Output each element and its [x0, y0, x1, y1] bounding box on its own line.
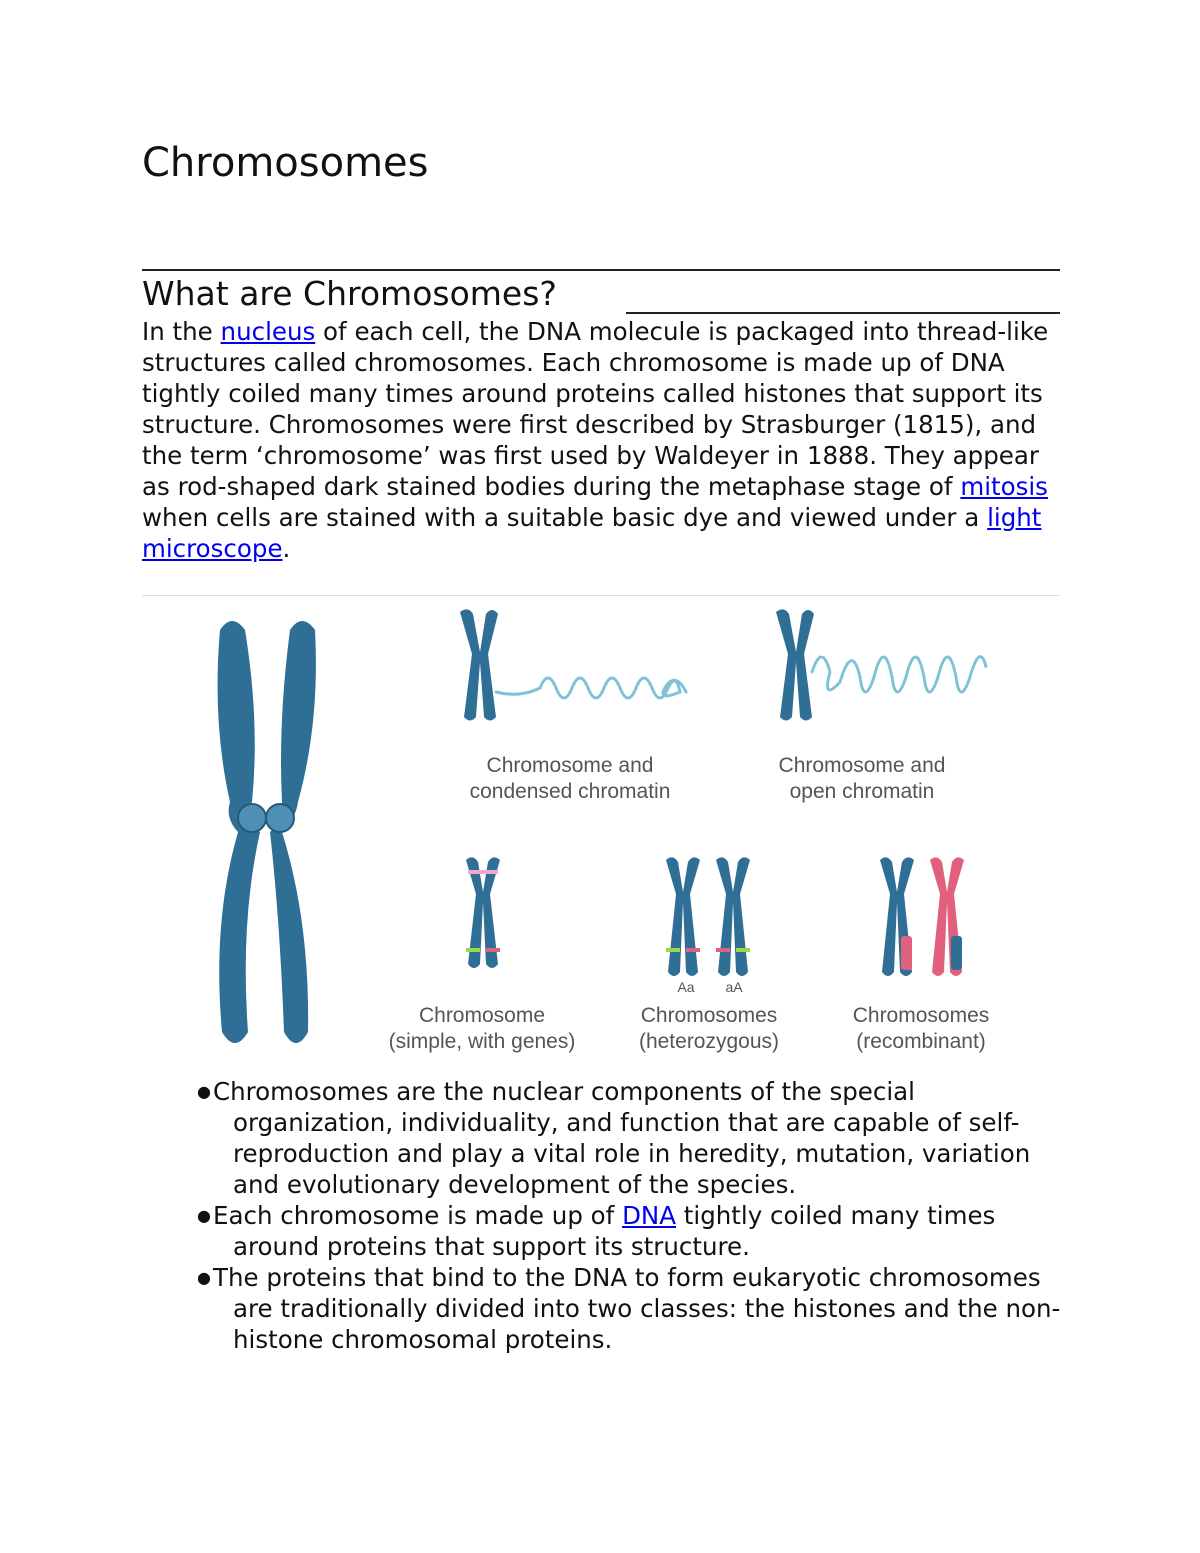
bullet-icon: ● [197, 1082, 211, 1101]
fact-list [195, 1076, 1075, 1355]
open-chromatin-strand [812, 657, 986, 692]
bullet-text: The proteins that bind to the DNA to form eukaryotic chromosomes are traditionally divided into two classes: the histones and the non-histone chromosomal proteins. [213, 1263, 1061, 1354]
heading-top-rule [142, 269, 1060, 271]
allele-label-left: Aa [677, 979, 695, 995]
recombinant-segment-left [901, 936, 912, 970]
intro-text-4: . [282, 534, 291, 563]
list-item [195, 1076, 1075, 1200]
open-chromatin-illustration [776, 609, 986, 803]
caption-simple-line2: (simple, with genes) [388, 1030, 576, 1053]
caption-recombinant-line2: (recombinant) [856, 1030, 986, 1053]
condensed-chromatin-illustration [460, 609, 686, 803]
mitosis-link[interactable]: mitosis [960, 472, 1048, 501]
light-microscope-link[interactable]: light microscope [142, 503, 1042, 563]
condensed-chromosome [460, 609, 498, 720]
caption-heterozygous-line1: Chromosomes [640, 1004, 778, 1027]
allele-label-right: aA [725, 979, 743, 995]
allele-marker-red-right [716, 948, 730, 952]
simple-chromosome-illustration [389, 857, 576, 1053]
list-item [195, 1262, 1075, 1355]
allele-marker-green-left [666, 948, 680, 952]
dna-link[interactable]: DNA [622, 1201, 677, 1230]
heterozygous-chromosomes-illustration [639, 857, 779, 1053]
intro-paragraph [142, 316, 1072, 564]
recombinant-chromosomes-illustration [853, 857, 990, 1053]
heterozygous-chromosome-left [666, 857, 700, 976]
caption-condensed-line2: condensed chromatin [469, 780, 671, 803]
recombinant-segment-right [951, 936, 962, 970]
intro-text-1: In the [142, 317, 221, 346]
large-centromere-right [266, 804, 294, 832]
gene-marker-green [466, 948, 480, 952]
open-chromosome [776, 609, 814, 720]
condensed-chromatin-strand [496, 678, 686, 698]
chromosome-figure [190, 602, 1030, 1067]
list-item [195, 1200, 1075, 1262]
caption-open-line1: Chromosome and [778, 754, 946, 777]
bullet-text-after: tightly coiled many times around proteins that support its structure. [233, 1201, 996, 1261]
allele-marker-red-left [686, 948, 700, 952]
section-heading: What are Chromosomes? [142, 274, 557, 313]
caption-heterozygous-line2: (heterozygous) [638, 1030, 780, 1053]
nucleus-link[interactable]: nucleus [220, 317, 316, 346]
heterozygous-chromosome-right [716, 857, 750, 976]
heading-bottom-rule [626, 312, 1060, 314]
bullet-icon: ● [197, 1268, 211, 1287]
intro-text-3: when cells are stained with a suitable basic dye and viewed under a [142, 503, 988, 532]
large-chromosome-illustration [218, 621, 316, 1043]
paragraph-separator [142, 595, 1060, 596]
bullet-icon: ● [197, 1206, 211, 1225]
bullet-text-before: Each chromosome is made up of [213, 1201, 623, 1230]
caption-open-line2: open chromatin [789, 780, 935, 803]
caption-condensed-line1: Chromosome and [486, 754, 654, 777]
gene-marker-pink [468, 870, 498, 874]
large-centromere-left [238, 804, 266, 832]
intro-text-2: of each cell, the DNA molecule is packaged into thread-like structures called chromosomes. Each chromosome is made up of DNA tightly coiled many times around proteins called histones that support its structure. Chromosomes were first described by Strasburger (1815), and the term ‘chromosome’ was first used by Waldeyer in 1888. They appear as rod-shaped dark stained bodies during the metaphase stage of [142, 317, 1049, 501]
gene-marker-red [486, 948, 500, 952]
bullet-text: Chromosomes are the nuclear components of the special organization, individuality, and function that are capable of self-reproduction and play a vital role in heredity, mutation, variation and evolutionary development of the species. [213, 1077, 1031, 1199]
allele-marker-green-right [736, 948, 750, 952]
caption-simple-line1: Chromosome [418, 1004, 546, 1027]
caption-recombinant-line1: Chromosomes [852, 1004, 990, 1027]
page-title: Chromosomes [142, 140, 429, 186]
